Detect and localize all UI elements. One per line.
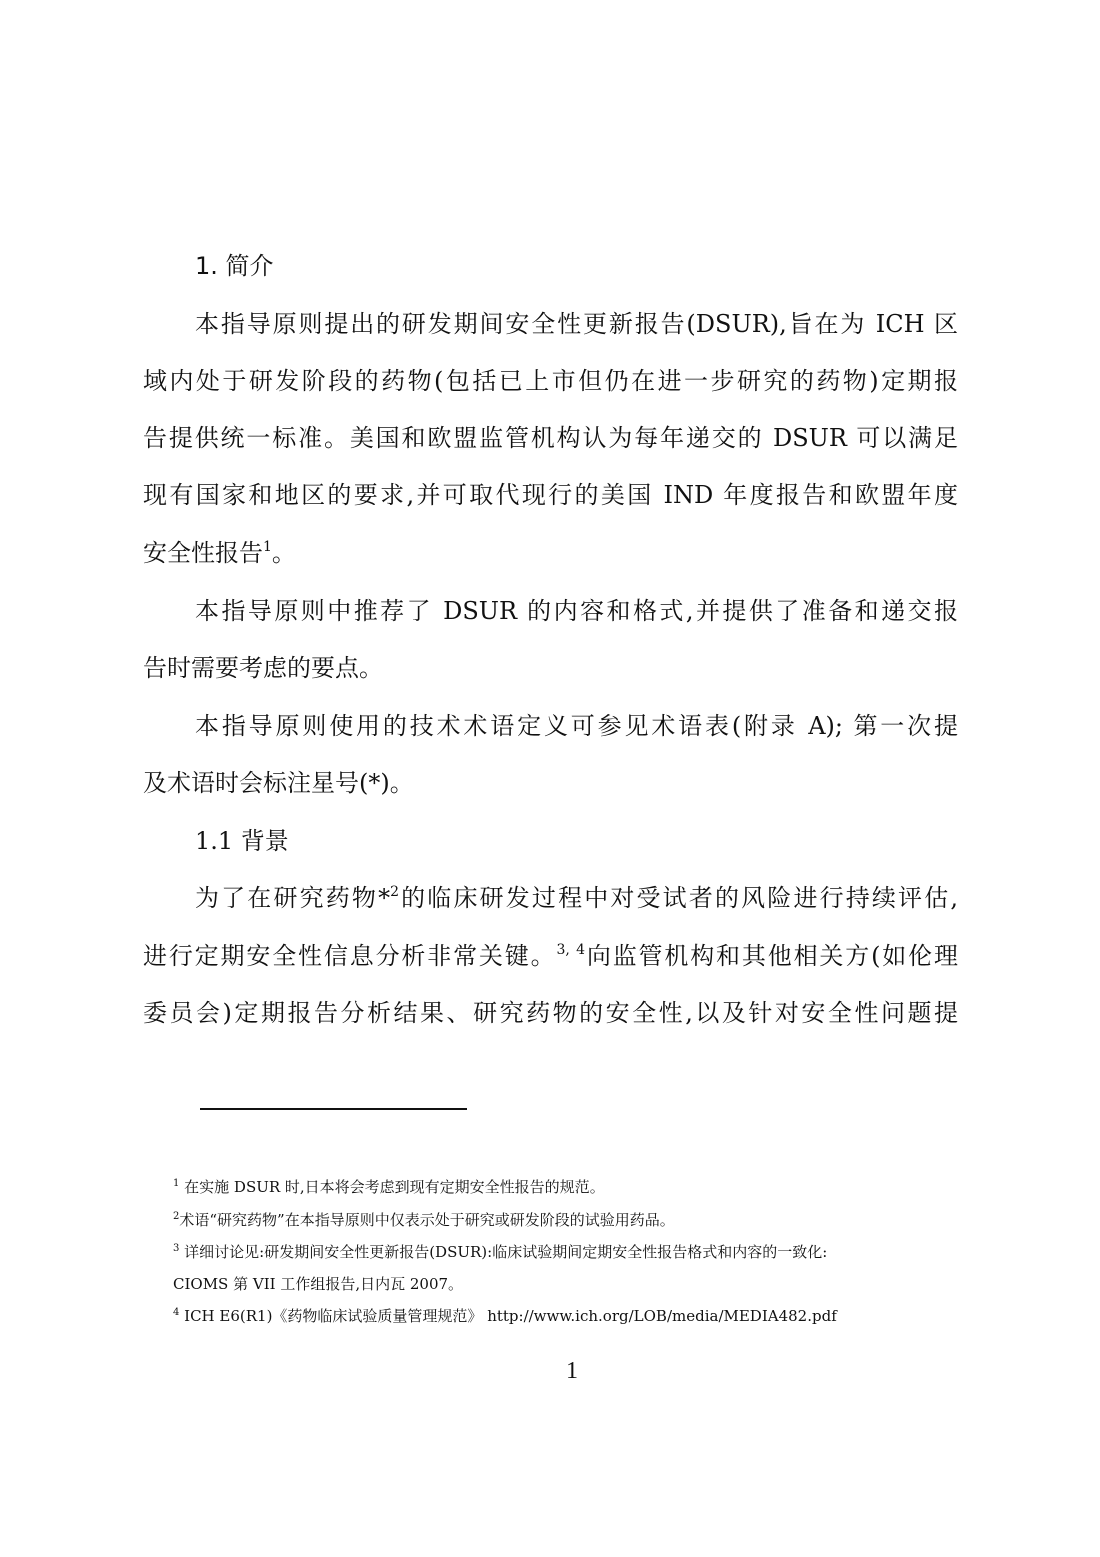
text-line: 委员会)定期报告分析结果、研究药物的安全性,以及针对安全性问题提	[143, 999, 958, 1027]
footnote-text: CIOMS 第 VII 工作组报告,日内瓦 2007。	[173, 1275, 464, 1293]
footnote	[173, 1177, 605, 1197]
text-span: 安全性报告	[143, 539, 263, 567]
text-line: 现有国家和地区的要求,并可取代现行的美国 IND 年度报告和欧盟年度	[143, 481, 958, 509]
text-line: 本指导原则使用的技术术语定义可参见术语表(附录 A); 第一次提	[195, 712, 958, 740]
footnote	[173, 1242, 827, 1262]
section-heading: 1. 简介	[195, 252, 274, 280]
text-line: 及术语时会标注星号(*)。	[143, 769, 414, 797]
footnote	[173, 1306, 837, 1326]
footnote-text: 详细讨论见:研发期间安全性更新报告(DSUR):临床试验期间定期安全性报告格式和内容的一致化:	[179, 1243, 828, 1261]
footnote-separator	[200, 1108, 467, 1110]
text-line	[143, 941, 958, 971]
text-span: 。	[271, 539, 296, 567]
footnote-text: 术语“研究药物”在本指导原则中仅表示处于研究或研发阶段的试验用药品。	[179, 1211, 675, 1229]
text-line	[143, 538, 958, 568]
text-line: 域内处于研发阶段的药物(包括已上市但仍在进一步研究的药物)定期报	[143, 367, 958, 395]
text-span: 向监管机构和其他相关方(如伦理	[585, 942, 958, 970]
footnote-text[interactable]: ICH E6(R1)《药物临床试验质量管理规范》 http://www.ich.org/LOB/media/MEDIA482.pdf	[179, 1307, 837, 1325]
text-line: 告提供统一标准。美国和欧盟监管机构认为每年递交的 DSUR 可以满足	[143, 424, 958, 452]
footnote-ref[interactable]: 3, 4	[556, 942, 586, 958]
footnote-number: 1	[173, 1178, 180, 1189]
text-line: 本指导原则中推荐了 DSUR 的内容和格式,并提供了准备和递交报	[195, 597, 958, 625]
footnote-number: 3	[173, 1243, 180, 1254]
text-span: 为了在研究药物*	[195, 884, 391, 912]
text-line: 告时需要考虑的要点。	[143, 654, 383, 682]
footnote	[173, 1274, 463, 1294]
footnote-ref[interactable]: 1	[263, 539, 272, 555]
footnote-ref[interactable]: 2	[390, 884, 399, 900]
text-line	[195, 883, 958, 913]
footnote-text: 在实施 DSUR 时,日本将会考虑到现有定期安全性报告的规范。	[179, 1178, 605, 1196]
footnote	[173, 1210, 675, 1230]
page-number: 1	[566, 1358, 578, 1384]
text-span: 进行定期安全性信息分析非常关键。	[143, 942, 557, 970]
subsection-heading: 1.1 背景	[195, 827, 289, 855]
footnote-number: 4	[173, 1307, 180, 1318]
footnote-number: 2	[173, 1211, 180, 1222]
text-span: 的临床研发过程中对受试者的风险进行持续评估,	[399, 884, 958, 912]
text-line: 本指导原则提出的研发期间安全性更新报告(DSUR),旨在为 ICH 区	[195, 310, 958, 338]
